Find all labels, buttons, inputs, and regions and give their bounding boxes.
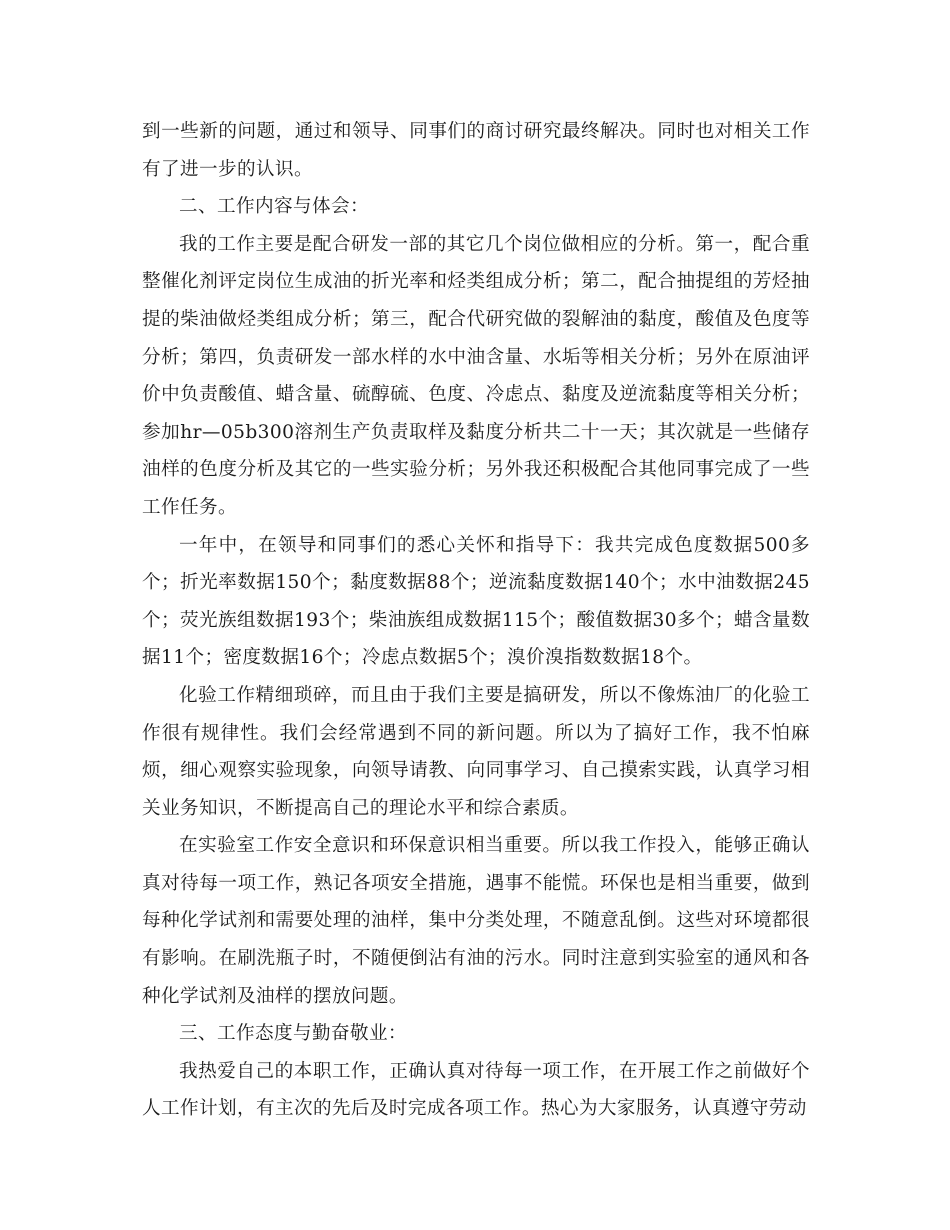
section-heading-work-content: 二、工作内容与体会： <box>179 196 369 218</box>
paragraph-lab-work-nature: 化验工作精细琐碎，而且由于我们主要是搞研发，所以不像炼油厂的化验工作很有规律性。我们会经常遇到不同的新问题。所以为了搞好工作，我不怕麻烦，细心观察实验现象，向领导请教、向同事学习、自己摸索实践，认真学习相关业务知识，不断提高自己的理论水平和综合素质。 <box>142 684 810 819</box>
paragraph-work-duties: 我的工作主要是配合研发一部的其它几个岗位做相应的分析。第一，配合重整催化剂评定岗位生成油的折光率和烃类组成分析；第二，配合抽提组的芳烃抽提的柴油做烃类组成分析；第三，配合代研究做的裂解油的黏度，酸值及色度等分析；第四，负责研发一部水样的水中油含量、水垢等相关分析；另外在原油评价中负责酸值、蜡含量、硫醇硫、色度、冷虑点、黏度及逆流黏度等相关分析；参加hr—05b300溶剂生产负责取样及黏度分析共二十一天；其次就是一些储存油样的色度分析及其它的一些实验分析；另外我还积极配合其他同事完成了一些工作任务。 <box>142 233 810 518</box>
document-body <box>142 113 810 1128</box>
section-heading-work-attitude: 三、工作态度与勤奋敬业： <box>179 1023 407 1045</box>
paragraph-annual-data-counts: 一年中，在领导和同事们的悉心关怀和指导下：我共完成色度数据500多个；折光率数据150个；黏度数据88个；逆流黏度数据140个；水中油数据245个；荧光族组数据193个；柴油族组成数据115个；酸值数据30多个；蜡含量数据11个；密度数据16个；冷虑点数据5个；溴价溴指数数据18个。 <box>142 534 810 669</box>
paragraph-safety-environment: 在实验室工作安全意识和环保意识相当重要。所以我工作投入，能够正确认真对待每一项工作，熟记各项安全措施，遇事不能慌。环保也是相当重要，做到每种化学试剂和需要处理的油样，集中分类处理，不随意乱倒。这些对环境都很有影响。在刷洗瓶子时，不随便倒沾有油的污水。同时注意到实验室的通风和各种化学试剂及油样的摆放问题。 <box>142 835 810 1007</box>
paragraph-work-attitude: 我热爱自己的本职工作，正确认真对待每一项工作，在开展工作之前做好个人工作计划，有主次的先后及时完成各项工作。热心为大家服务，认真遵守劳动 <box>142 1060 810 1120</box>
paragraph-continuation: 到一些新的问题，通过和领导、同事们的商讨研究最终解决。同时也对相关工作有了进一步的认识。 <box>142 121 810 180</box>
